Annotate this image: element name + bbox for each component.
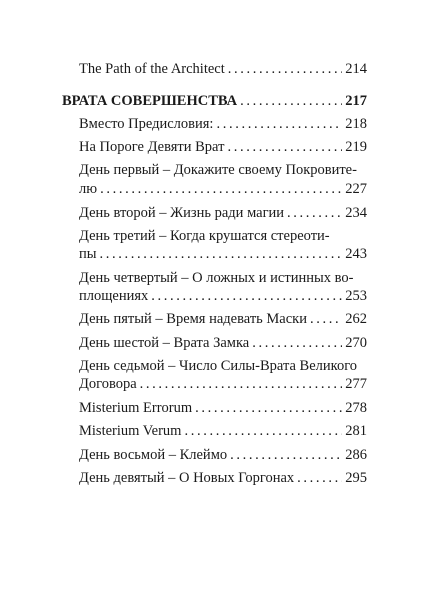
toc-row xyxy=(79,399,367,417)
leader-dots xyxy=(252,334,342,352)
leader-dots xyxy=(297,469,342,487)
toc-page-number: 243 xyxy=(345,246,367,262)
toc-page-number: 214 xyxy=(345,61,367,77)
leader-dots xyxy=(216,115,342,133)
toc-title-line: День первый – Докажите своему Покровите- xyxy=(79,162,357,178)
toc-title-line: День седьмой – Число Силы-Врата Великого xyxy=(79,358,358,374)
toc-title: День шестой – Врата Замка xyxy=(79,335,250,351)
toc-title: День девятый – О Новых Горгонах xyxy=(79,470,295,486)
toc-row xyxy=(79,60,367,78)
toc-page-number: 253 xyxy=(345,288,367,304)
leader-dots xyxy=(240,92,342,110)
toc-row xyxy=(79,287,367,305)
toc-page-number: 262 xyxy=(345,311,367,327)
toc-title: На Пороге Девяти Врат xyxy=(79,139,225,155)
toc-title: Misterium Verum xyxy=(79,423,182,439)
toc-row xyxy=(79,469,367,487)
leader-dots xyxy=(230,446,342,464)
toc-row xyxy=(79,446,367,464)
toc-row xyxy=(79,245,367,263)
toc-title: День второй – Жизнь ради магии xyxy=(79,205,285,221)
toc-page-number: 219 xyxy=(345,139,367,155)
toc-title: День пятый – Время надевать Маски xyxy=(79,311,307,327)
leader-dots xyxy=(140,375,343,393)
leader-dots xyxy=(100,180,342,198)
toc-title-line: День четвертый – О ложных и истинных во- xyxy=(79,270,354,286)
toc-title: Вместо Предисловия: xyxy=(79,116,214,132)
toc-page-number: 281 xyxy=(345,423,367,439)
toc-title: пы xyxy=(79,246,97,262)
toc-page-number: 277 xyxy=(345,376,367,392)
toc-row xyxy=(62,92,367,110)
toc-title: площениях xyxy=(79,288,149,304)
toc-section-title: ВРАТА СОВЕРШЕНСТВА xyxy=(62,93,238,109)
toc-row xyxy=(79,138,367,156)
toc-row xyxy=(79,115,367,133)
toc-title: День восьмой – Клеймо xyxy=(79,447,228,463)
toc-page-number: 234 xyxy=(345,205,367,221)
toc-page-number: 286 xyxy=(345,447,367,463)
toc-page-number: 227 xyxy=(345,181,367,197)
toc-row xyxy=(79,180,367,198)
toc-row xyxy=(79,204,367,222)
toc-title-line: День третий – Когда крушатся стереоти- xyxy=(79,228,330,244)
leader-dots xyxy=(287,204,342,222)
leader-dots xyxy=(151,287,342,305)
toc-page-number: 218 xyxy=(345,116,367,132)
leader-dots xyxy=(228,60,342,78)
toc-title: The Path of the Architect xyxy=(79,61,225,77)
toc-row xyxy=(79,422,367,440)
leader-dots xyxy=(184,422,342,440)
toc-page-number: 278 xyxy=(345,400,367,416)
leader-dots xyxy=(310,310,342,328)
leader-dots xyxy=(195,399,342,417)
toc-page-number: 270 xyxy=(345,335,367,351)
toc-row xyxy=(79,310,367,328)
toc-row xyxy=(79,375,367,393)
leader-dots xyxy=(227,138,342,156)
toc-title: Misterium Errorum xyxy=(79,400,193,416)
toc-title: Договора xyxy=(79,376,137,392)
leader-dots xyxy=(100,245,343,263)
toc-row xyxy=(79,334,367,352)
toc-title: лю xyxy=(79,181,98,197)
toc-page-number: 217 xyxy=(345,93,367,109)
toc-page-number: 295 xyxy=(345,470,367,486)
